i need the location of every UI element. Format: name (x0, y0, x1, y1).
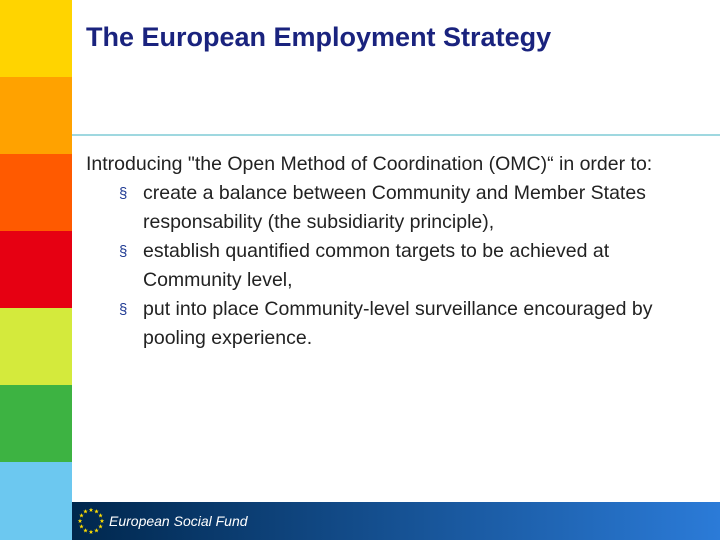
color-band (0, 0, 72, 77)
list-item (86, 179, 706, 237)
star-icon (94, 509, 99, 513)
color-band (0, 462, 72, 540)
list-item (86, 295, 706, 353)
bullet-marker-icon: § (119, 243, 128, 260)
bullet-text: establish quantified common targets to be achieved at Community level, (143, 240, 610, 291)
bullet-marker-icon: § (119, 301, 128, 318)
slide-body (86, 150, 706, 353)
star-icon (98, 513, 103, 517)
slide-title: The European Employment Strategy (86, 22, 552, 52)
star-icon (94, 528, 99, 532)
footer-label: European Social Fund (109, 513, 248, 529)
bullet-text: create a balance between Community and Member States responsability (the subsidiarity principle), (143, 182, 646, 233)
bullet-marker-icon: § (119, 185, 128, 202)
star-icon (83, 528, 88, 532)
eu-stars-icon (76, 506, 106, 536)
bullet-text: put into place Community-level surveillance encouraged by pooling experience. (143, 298, 653, 349)
star-icon (79, 513, 84, 517)
color-band (0, 154, 72, 231)
star-icon (79, 524, 84, 528)
bullet-list (86, 179, 706, 353)
intro-text: Introducing "the Open Method of Coordination (OMC)“ in order to: (86, 153, 653, 175)
star-icon (83, 509, 88, 513)
star-icon (100, 519, 105, 523)
title-divider (72, 134, 720, 136)
color-band (0, 308, 72, 385)
list-item (86, 237, 706, 295)
color-band (0, 231, 72, 308)
star-icon (89, 508, 94, 512)
color-band (0, 385, 72, 462)
star-icon (89, 530, 94, 534)
star-icon (98, 524, 103, 528)
color-band (0, 77, 72, 154)
star-icon (78, 519, 83, 523)
left-color-bar (0, 0, 72, 540)
footer-bar (72, 502, 720, 540)
